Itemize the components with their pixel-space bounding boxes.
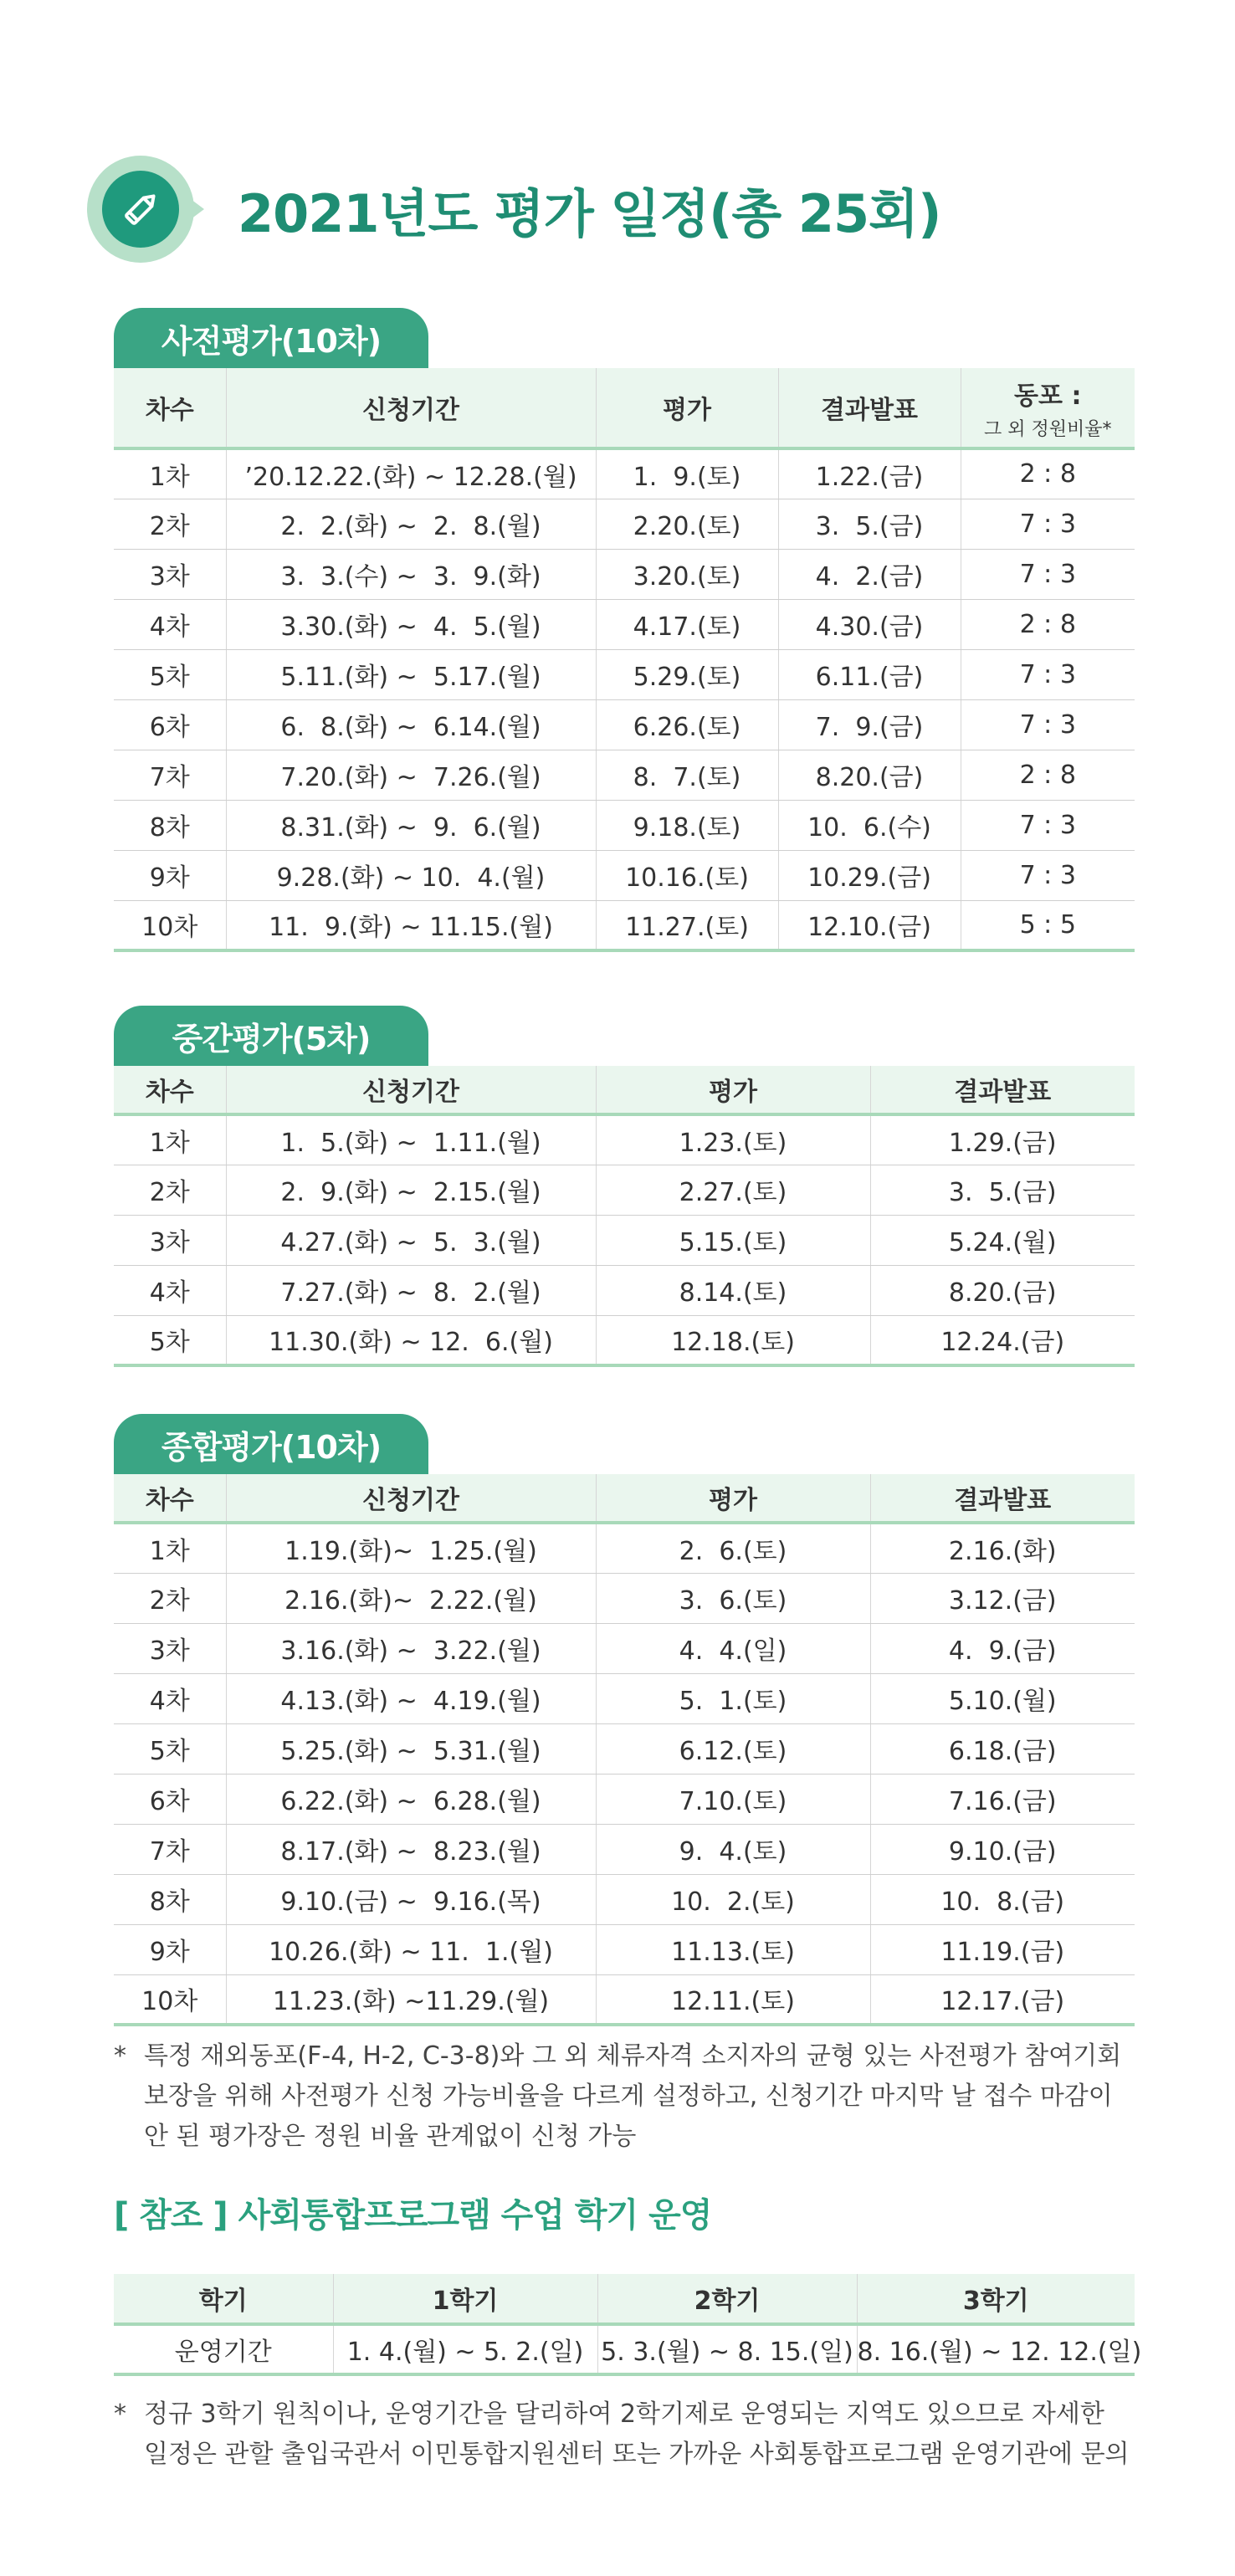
table-cell: 9.10.(금) [870, 1824, 1135, 1874]
table-row [114, 1573, 1135, 1623]
table-cell: 10. 2.(토) [596, 1874, 870, 1924]
table-cell: 8. 16.(월) ~ 12. 12.(일) [857, 2324, 1135, 2374]
table-cell: 8.17.(화) ~ 8.23.(월) [226, 1824, 596, 1874]
table-cell: 2. 2.(화) ~ 2. 8.(월) [226, 499, 596, 549]
footnote-semester: * 정규 3학기 원칙이나, 운영기간을 달리하여 2학기제로 운영되는 지역도 있으므로 자세한 일정은 관할 출입국관서 이민통합지원센터 또는 가까운 사회통합프로그램 운영기관에 문의 [114, 2399, 1130, 2469]
table-cell: 6.26.(토) [596, 699, 778, 750]
header-application-period: 신청기간 [226, 1066, 596, 1114]
table-cell: 7.10.(토) [596, 1774, 870, 1824]
header-semester-1: 1학기 [333, 2274, 597, 2324]
table-cell: 7.16.(금) [870, 1774, 1135, 1824]
table-cell: 11.23.(화) ~11.29.(월) [226, 1974, 596, 2025]
table-row [114, 1924, 1135, 1974]
table-cell: 운영기간 [114, 2324, 333, 2374]
table-cell: 12.24.(금) [870, 1315, 1135, 1365]
table-cell: 11.13.(토) [596, 1924, 870, 1974]
table-cell: 9.10.(금) ~ 9.16.(목) [226, 1874, 596, 1924]
mid-evaluation-table [114, 1066, 1135, 1367]
table-cell: 4.13.(화) ~ 4.19.(월) [226, 1673, 596, 1723]
table-cell: 1. 5.(화) ~ 1.11.(월) [226, 1114, 596, 1165]
header-evaluation: 평가 [596, 368, 778, 448]
table-row [114, 1265, 1135, 1315]
table-row [114, 1774, 1135, 1824]
table-cell: 2.20.(토) [596, 499, 778, 549]
table-cell: 6.11.(금) [778, 649, 961, 699]
table-cell: 9차 [114, 850, 226, 900]
table-cell: 8. 7.(토) [596, 750, 778, 800]
table-cell: 4차 [114, 1265, 226, 1315]
table-cell: 5 : 5 [961, 900, 1135, 950]
table-cell: 7 : 3 [961, 800, 1135, 850]
table-cell: 4. 2.(금) [778, 549, 961, 599]
table-cell: 12.10.(금) [778, 900, 961, 950]
table-row [114, 1215, 1135, 1265]
table-row [114, 1974, 1135, 2025]
table-cell: 6. 8.(화) ~ 6.14.(월) [226, 699, 596, 750]
table-cell: 5.10.(월) [870, 1673, 1135, 1723]
table-cell: 2.16.(화) [870, 1523, 1135, 1573]
final-evaluation-table [114, 1474, 1135, 2026]
table-row [114, 1114, 1135, 1165]
footnote-ratio: * 특정 재외동포(F-4, H-2, C-3-8)와 그 외 체류자격 소지자의 균형 있는 사전평가 참여기회 보장을 위해 사전평가 신청 가능비율을 다르게 설정하고, 신청기간 마지막 날 접수 마감이 안 된 평가장은 정원 비율 관계없이 신청 가능 [114, 2041, 1122, 2151]
table-cell: 12.18.(토) [596, 1315, 870, 1365]
header-application-period: 신청기간 [226, 1474, 596, 1523]
table-cell: 2.27.(토) [596, 1165, 870, 1215]
table-cell: 6.12.(토) [596, 1723, 870, 1774]
section-tab-mid: 중간평가(5차) [114, 1006, 428, 1066]
table-cell: 2 : 8 [961, 750, 1135, 800]
table-cell: 10. 6.(수) [778, 800, 961, 850]
table-row [114, 549, 1135, 599]
table-cell: 3.30.(화) ~ 4. 5.(월) [226, 599, 596, 649]
table-cell: 4차 [114, 1673, 226, 1723]
table-cell: 2. 6.(토) [596, 1523, 870, 1573]
table-cell: 4차 [114, 599, 226, 649]
table-row [114, 2324, 1135, 2374]
table-row [114, 850, 1135, 900]
table-cell: 10.16.(토) [596, 850, 778, 900]
table-cell: 10차 [114, 1974, 226, 2025]
table-cell: 8차 [114, 1874, 226, 1924]
header-round: 차수 [114, 1066, 226, 1114]
table-cell: 3차 [114, 1215, 226, 1265]
table-cell: 12.17.(금) [870, 1974, 1135, 2025]
header-evaluation: 평가 [596, 1066, 870, 1114]
header-application-period: 신청기간 [226, 368, 596, 448]
table-cell: 3.20.(토) [596, 549, 778, 599]
table-row [114, 1623, 1135, 1673]
table-cell: 7차 [114, 1824, 226, 1874]
table-row [114, 750, 1135, 800]
table-cell: 7 : 3 [961, 699, 1135, 750]
table-cell: 7.20.(화) ~ 7.26.(월) [226, 750, 596, 800]
table-cell: 6.18.(금) [870, 1723, 1135, 1774]
table-cell: 8.31.(화) ~ 9. 6.(월) [226, 800, 596, 850]
header-result: 결과발표 [778, 368, 961, 448]
table-cell: 5차 [114, 1315, 226, 1365]
section-tab-pre: 사전평가(10차) [114, 308, 428, 368]
table-cell: 2 : 8 [961, 448, 1135, 499]
table-cell: 1차 [114, 1523, 226, 1573]
table-cell: 10차 [114, 900, 226, 950]
table-cell: 2. 9.(화) ~ 2.15.(월) [226, 1165, 596, 1215]
table-cell: 3. 6.(토) [596, 1573, 870, 1623]
table-cell: 1. 9.(토) [596, 448, 778, 499]
table-cell: 6차 [114, 699, 226, 750]
table-cell: 5차 [114, 1723, 226, 1774]
table-cell: 1.22.(금) [778, 448, 961, 499]
table-cell: 3차 [114, 549, 226, 599]
table-row [114, 699, 1135, 750]
pencil-icon [87, 156, 194, 263]
table-row [114, 1723, 1135, 1774]
table-row [114, 1523, 1135, 1573]
table-cell: 10.29.(금) [778, 850, 961, 900]
table-row [114, 1874, 1135, 1924]
table-cell: 1차 [114, 1114, 226, 1165]
table-row [114, 599, 1135, 649]
section-tab-final: 종합평가(10차) [114, 1414, 428, 1474]
header-result: 결과발표 [870, 1066, 1135, 1114]
header-round: 차수 [114, 1474, 226, 1523]
header-ratio: 동포 : 그 외 정원비율* [961, 368, 1135, 448]
table-row [114, 1824, 1135, 1874]
table-cell: 2.16.(화)~ 2.22.(월) [226, 1573, 596, 1623]
table-cell: 5.24.(월) [870, 1215, 1135, 1265]
table-cell: 8.20.(금) [778, 750, 961, 800]
table-cell: 5. 1.(토) [596, 1673, 870, 1723]
table-cell: 4. 4.(일) [596, 1623, 870, 1673]
header-semester-2: 2학기 [597, 2274, 857, 2324]
table-cell: 7. 9.(금) [778, 699, 961, 750]
table-cell: ’20.12.22.(화) ~ 12.28.(월) [226, 448, 596, 499]
table-row [114, 1315, 1135, 1365]
table-cell: 1. 4.(월) ~ 5. 2.(일) [333, 2324, 597, 2374]
table-cell: 2차 [114, 1573, 226, 1623]
table-cell: 7 : 3 [961, 499, 1135, 549]
table-row [114, 900, 1135, 950]
title-row [87, 154, 940, 264]
table-cell: 4.30.(금) [778, 599, 961, 649]
reference-title: [ 참조 ] 사회통합프로그램 수업 학기 운영 [114, 2196, 712, 2235]
table-cell: 5.15.(토) [596, 1215, 870, 1265]
table-cell: 3차 [114, 1623, 226, 1673]
table-row [114, 448, 1135, 499]
page-title: 2021년도 평가 일정(총 25회) [238, 182, 941, 244]
table-row [114, 1165, 1135, 1215]
table-cell: 10.26.(화) ~ 11. 1.(월) [226, 1924, 596, 1974]
table-cell: 5.11.(화) ~ 5.17.(월) [226, 649, 596, 699]
table-cell: 2 : 8 [961, 599, 1135, 649]
table-cell: 11.19.(금) [870, 1924, 1135, 1974]
table-cell: 8.20.(금) [870, 1265, 1135, 1315]
pre-evaluation-table [114, 368, 1135, 952]
table-cell: 10. 8.(금) [870, 1874, 1135, 1924]
table-row [114, 649, 1135, 699]
table-cell: 3. 5.(금) [870, 1165, 1135, 1215]
table-cell: 8.14.(토) [596, 1265, 870, 1315]
table-cell: 3.12.(금) [870, 1573, 1135, 1623]
table-cell: 5.29.(토) [596, 649, 778, 699]
table-cell: 9. 4.(토) [596, 1824, 870, 1874]
table-cell: 9차 [114, 1924, 226, 1974]
table-cell: 1.19.(화)~ 1.25.(월) [226, 1523, 596, 1573]
table-cell: 4.27.(화) ~ 5. 3.(월) [226, 1215, 596, 1265]
table-row [114, 1673, 1135, 1723]
table-cell: 6차 [114, 1774, 226, 1824]
table-cell: 1차 [114, 448, 226, 499]
table-row [114, 499, 1135, 549]
table-cell: 5차 [114, 649, 226, 699]
table-cell: 3. 3.(수) ~ 3. 9.(화) [226, 549, 596, 599]
table-cell: 7 : 3 [961, 850, 1135, 900]
table-cell: 7 : 3 [961, 649, 1135, 699]
table-cell: 3.16.(화) ~ 3.22.(월) [226, 1623, 596, 1673]
header-result: 결과발표 [870, 1474, 1135, 1523]
table-cell: 7 : 3 [961, 549, 1135, 599]
table-cell: 5.25.(화) ~ 5.31.(월) [226, 1723, 596, 1774]
table-cell: 4. 9.(금) [870, 1623, 1135, 1673]
header-round: 차수 [114, 368, 226, 448]
table-cell: 11.30.(화) ~ 12. 6.(월) [226, 1315, 596, 1365]
table-cell: 7.27.(화) ~ 8. 2.(월) [226, 1265, 596, 1315]
table-cell: 1.29.(금) [870, 1114, 1135, 1165]
table-cell: 9.18.(토) [596, 800, 778, 850]
table-cell: 11.27.(토) [596, 900, 778, 950]
semester-table [114, 2274, 1142, 2376]
table-cell: 12.11.(토) [596, 1974, 870, 2025]
table-cell: 9.28.(화) ~ 10. 4.(월) [226, 850, 596, 900]
table-cell: 2차 [114, 499, 226, 549]
header-semester-3: 3학기 [857, 2274, 1135, 2324]
table-cell: 5. 3.(월) ~ 8. 15.(일) [597, 2324, 857, 2374]
header-evaluation: 평가 [596, 1474, 870, 1523]
table-cell: 7차 [114, 750, 226, 800]
header-semester: 학기 [114, 2274, 333, 2324]
table-cell: 11. 9.(화) ~ 11.15.(월) [226, 900, 596, 950]
table-cell: 8차 [114, 800, 226, 850]
table-row [114, 800, 1135, 850]
table-cell: 2차 [114, 1165, 226, 1215]
table-cell: 6.22.(화) ~ 6.28.(월) [226, 1774, 596, 1824]
table-cell: 1.23.(토) [596, 1114, 870, 1165]
table-cell: 4.17.(토) [596, 599, 778, 649]
table-cell: 3. 5.(금) [778, 499, 961, 549]
